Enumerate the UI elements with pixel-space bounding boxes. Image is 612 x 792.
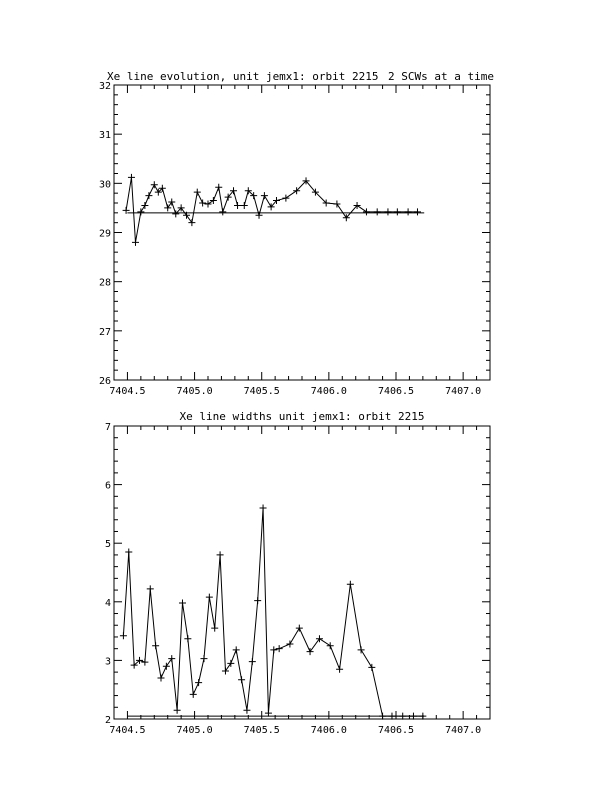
data-point: [179, 599, 186, 606]
y-tick-label: 27: [98, 326, 111, 338]
data-point: [405, 208, 412, 215]
data-point: [358, 646, 365, 653]
y-axis: [105, 422, 490, 726]
data-point: [286, 640, 293, 647]
data-point: [347, 581, 354, 588]
data-point: [307, 648, 314, 655]
data-point: [168, 199, 175, 206]
y-tick-label: 31: [98, 130, 111, 142]
data-point: [125, 548, 132, 555]
data-point: [158, 674, 165, 681]
data-point: [316, 635, 323, 642]
y-tick-label: 5: [104, 539, 111, 551]
data-point: [394, 208, 401, 215]
series-line: [126, 177, 417, 242]
data-point: [141, 659, 148, 666]
xe-line-widths-chart: [105, 410, 490, 736]
data-point: [215, 184, 222, 191]
data-point: [141, 202, 148, 209]
y-tick-label: 4: [104, 597, 111, 609]
x-tick-label: 7405.0: [176, 725, 213, 736]
data-point: [137, 208, 144, 215]
x-tick-label: 7405.5: [243, 725, 280, 736]
y-tick-label: 6: [104, 480, 111, 492]
data-point: [217, 551, 224, 558]
data-point: [276, 645, 283, 652]
data-point: [233, 646, 240, 653]
data-point: [128, 174, 135, 181]
data-point: [147, 585, 154, 592]
data-point: [260, 505, 267, 512]
x-tick-label: 7406.0: [310, 725, 347, 736]
data-point: [270, 646, 277, 653]
data-point: [211, 625, 218, 632]
data-point: [227, 660, 234, 667]
y-tick-label: 28: [98, 277, 111, 289]
data-point: [384, 208, 391, 215]
data-point: [327, 642, 334, 649]
x-tick-label: 7407.0: [445, 386, 482, 397]
data-point: [374, 208, 381, 215]
data-point: [145, 192, 152, 199]
y-tick-label: 3: [104, 656, 111, 668]
y-tick-label: 2: [104, 715, 111, 726]
x-tick-label: 7406.5: [377, 386, 415, 397]
data-point: [164, 204, 171, 211]
plot-frame: [114, 426, 490, 719]
data-point: [249, 658, 256, 665]
data-point: [151, 181, 158, 188]
x-tick-label: 7405.0: [176, 386, 213, 397]
data-point: [219, 208, 226, 215]
data-point: [188, 219, 195, 226]
data-point: [168, 655, 175, 662]
data-point: [174, 707, 181, 714]
data-point: [152, 642, 159, 649]
data-point: [200, 655, 207, 662]
data-point: [241, 202, 248, 209]
data-point: [234, 202, 241, 209]
y-tick-label: 7: [104, 422, 111, 433]
data-point: [163, 663, 170, 670]
data-point: [205, 200, 212, 207]
data-point: [195, 679, 202, 686]
data-point: [238, 676, 245, 683]
x-tick-label: 7406.5: [377, 725, 415, 736]
x-axis: [109, 426, 490, 736]
data-point: [296, 625, 303, 632]
series-group: [123, 174, 421, 246]
series-line: [123, 508, 422, 716]
data-point: [132, 239, 139, 246]
data-point: [414, 208, 421, 215]
x-axis: [109, 85, 490, 397]
data-point: [261, 192, 268, 199]
data-point: [333, 200, 340, 207]
chart-title: Xe line evolution, unit jemx1: orbit 2215: [107, 70, 379, 83]
y-tick-label: 30: [98, 179, 111, 191]
y-tick-label: 29: [98, 228, 111, 240]
data-point: [190, 691, 197, 698]
data-point: [368, 664, 375, 671]
plot-frame: [114, 85, 490, 380]
data-point: [206, 594, 213, 601]
x-tick-label: 7406.0: [310, 386, 347, 397]
data-point: [194, 189, 201, 196]
x-tick-label: 7405.5: [243, 386, 280, 397]
y-axis: [99, 81, 490, 387]
data-point: [210, 197, 217, 204]
x-tick-label: 7404.5: [109, 386, 146, 397]
data-point: [363, 208, 370, 215]
data-point: [184, 635, 191, 642]
data-point: [282, 195, 289, 202]
x-tick-label: 7404.5: [109, 725, 146, 736]
chart-subtitle: 2 SCWs at a time: [388, 70, 494, 83]
chart-title: Xe line widths unit jemx1: orbit 2215: [179, 410, 425, 423]
y-tick-label: 32: [98, 81, 111, 92]
data-point: [199, 200, 206, 207]
data-point: [243, 707, 250, 714]
series-group: [120, 505, 426, 720]
xe-line-evolution-chart: [99, 70, 494, 397]
data-point: [336, 666, 343, 673]
data-point: [254, 597, 261, 604]
y-tick-label: 26: [98, 376, 111, 387]
data-point: [222, 667, 229, 674]
data-point: [120, 632, 127, 639]
x-tick-label: 7407.0: [445, 725, 482, 736]
